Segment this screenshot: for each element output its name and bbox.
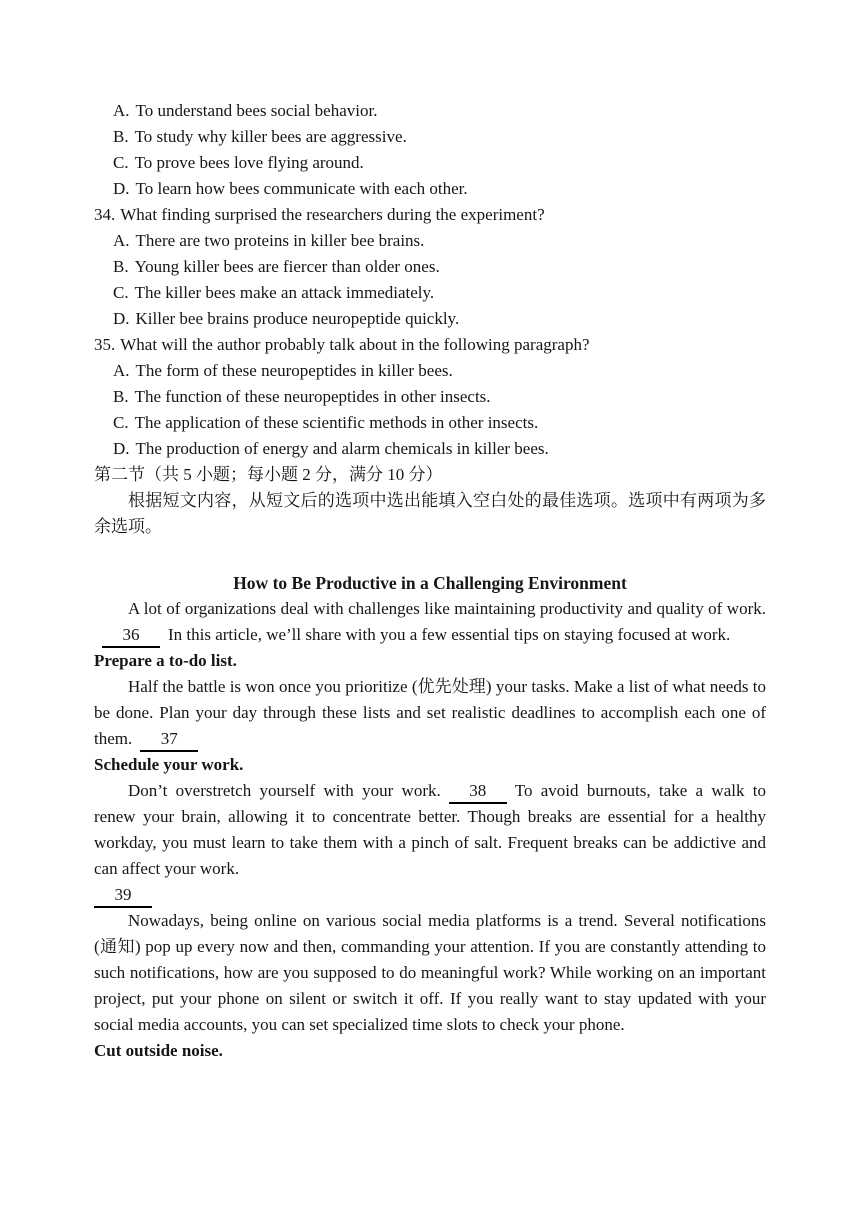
- option-text: To understand bees social behavior.: [135, 101, 378, 120]
- passage-title: How to Be Productive in a Challenging Environment: [233, 573, 627, 593]
- question-34-option-a: [94, 228, 766, 254]
- section-2-heading: 第二节（共 5 小题；每小题 2 分，满分 10 分）: [94, 465, 443, 484]
- option-text: The form of these neuropeptides in killer bees.: [135, 361, 453, 380]
- blank-38: [449, 780, 507, 804]
- option-text: The application of these scientific methods in other insects.: [134, 413, 539, 432]
- option-text: The killer bees make an attack immediately.: [134, 283, 435, 302]
- option-letter: A.: [113, 361, 130, 380]
- question-number: 35.: [94, 335, 116, 354]
- question-35-option-d: [94, 436, 766, 462]
- option-text: To study why killer bees are aggressive.: [134, 127, 407, 146]
- passage-subheading-1: Prepare a to-do list.: [94, 651, 237, 670]
- option-letter: D.: [113, 439, 130, 458]
- passage-subheading-2: Schedule your work.: [94, 755, 244, 774]
- question-text: What will the author probably talk about in the following paragraph?: [120, 335, 590, 354]
- option-letter: C.: [113, 413, 129, 432]
- paragraph-text: Half the battle is won once you prioritize (优先处理) your tasks. Make a list of what needs to be done. Plan your day through these lists and set realistic deadlines to accomplish each one of them.: [94, 677, 766, 748]
- section-2-instructions: 根据短文内容，从短文后的选项中选出能填入空白处的最佳选项。选项中有两项为多余选项。: [94, 491, 766, 536]
- question-number: 34.: [94, 205, 116, 224]
- question-33-option-c: [94, 150, 766, 176]
- option-text: Young killer bees are fiercer than older ones.: [134, 257, 440, 276]
- question-33-option-d: [94, 176, 766, 202]
- question-34-option-d: [94, 306, 766, 332]
- option-text: Killer bee brains produce neuropeptide quickly.: [135, 309, 460, 328]
- question-35-stem: [94, 332, 766, 358]
- option-text: The function of these neuropeptides in other insects.: [134, 387, 491, 406]
- question-34-stem: [94, 202, 766, 228]
- option-letter: D.: [113, 309, 130, 328]
- question-35-option-a: [94, 358, 766, 384]
- blank-number: 39: [114, 885, 132, 904]
- option-letter: B.: [113, 127, 129, 146]
- option-letter: D.: [113, 179, 130, 198]
- option-text: There are two proteins in killer bee brains.: [135, 231, 425, 250]
- passage-paragraph-2: [94, 674, 766, 752]
- option-letter: C.: [113, 153, 129, 172]
- question-34-options: [94, 228, 766, 332]
- question-35-option-b: [94, 384, 766, 410]
- question-34-option-b: [94, 254, 766, 280]
- option-letter: B.: [113, 387, 129, 406]
- question-34-option-c: [94, 280, 766, 306]
- question-33-option-a: [94, 98, 766, 124]
- passage-paragraph-5: Nowadays, being online on various social media platforms is a trend. Several notifications (通知) pop up every now and then, commanding your attention. If you are constantly attending to such notifications, how are you supposed to do meaningful work? While working on an important project, put your phone on silent or switch it off. If you really want to stay updated with your social media accounts, you can set specialized time slots to check your phone.: [94, 911, 766, 1034]
- question-33-option-b: [94, 124, 766, 150]
- option-text: The production of energy and alarm chemicals in killer bees.: [135, 439, 549, 458]
- option-text: To prove bees love flying around.: [134, 153, 364, 172]
- question-33-options: [94, 98, 766, 202]
- option-letter: C.: [113, 283, 129, 302]
- paragraph-text: To avoid burnouts, take a walk to renew your brain, allowing it to concentrate better. Though breaks are essential for a healthy workday, you must learn to take them with a pinch of salt. Frequent breaks can be addictive and can affect your work.: [94, 781, 767, 878]
- question-35-options: [94, 358, 766, 462]
- passage-paragraph-4: [94, 882, 766, 908]
- option-text: To learn how bees communicate with each other.: [135, 179, 468, 198]
- option-letter: A.: [113, 101, 130, 120]
- paragraph-text: A lot of organizations deal with challenges like maintaining productivity and quality of work.: [128, 599, 766, 618]
- question-text: What finding surprised the researchers during the experiment?: [120, 205, 545, 224]
- option-letter: B.: [113, 257, 129, 276]
- paragraph-text: Don’t overstretch yourself with your work.: [128, 781, 441, 800]
- blank-36: [102, 624, 160, 648]
- blank-number: 36: [122, 625, 140, 644]
- blank-39: [94, 884, 152, 908]
- passage-subheading-3: Cut outside noise.: [94, 1041, 223, 1060]
- blank-number: 38: [469, 781, 487, 800]
- passage-paragraph-1: [94, 596, 766, 648]
- passage-paragraph-3: [94, 778, 766, 882]
- option-letter: A.: [113, 231, 130, 250]
- paragraph-text: In this article, we’ll share with you a few essential tips on staying focused at work.: [168, 625, 731, 644]
- blank-37: [140, 728, 198, 752]
- blank-number: 37: [160, 729, 178, 748]
- question-35-option-c: [94, 410, 766, 436]
